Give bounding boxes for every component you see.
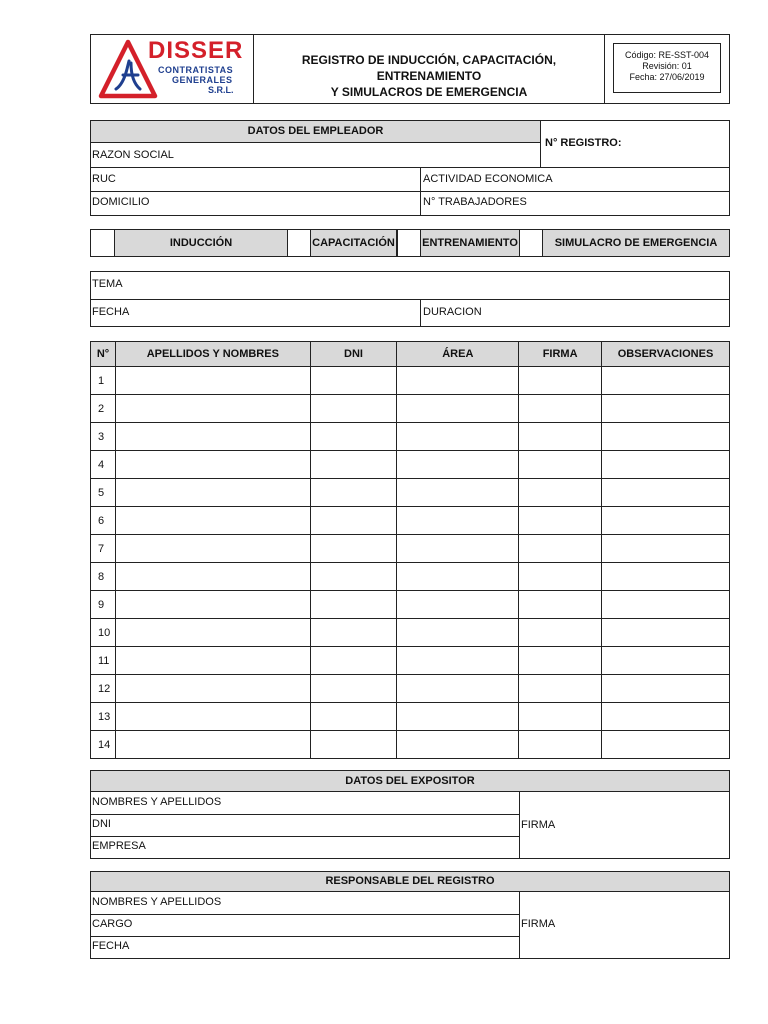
observaciones-cell[interactable]: [602, 619, 730, 647]
row-number: 7: [91, 535, 116, 563]
table-row: [91, 647, 730, 675]
observaciones-cell[interactable]: [602, 507, 730, 535]
dni-cell[interactable]: [310, 535, 397, 563]
row-number: 10: [91, 619, 116, 647]
trabajadores-field[interactable]: N° TRABAJADORES: [423, 196, 527, 208]
observaciones-cell[interactable]: [602, 451, 730, 479]
col-divider: [519, 892, 520, 959]
logo-brand: DISSER: [148, 37, 244, 64]
row-number: 11: [91, 647, 116, 675]
area-cell[interactable]: [397, 731, 519, 759]
row-divider: [90, 814, 519, 815]
dni-cell[interactable]: [310, 647, 397, 675]
table-row: [91, 395, 730, 423]
col-apellidos-nombres: APELLIDOS Y NOMBRES: [115, 342, 310, 367]
registrar-nombres-field[interactable]: NOMBRES Y APELLIDOS: [92, 896, 222, 908]
row-number: 4: [91, 451, 116, 479]
col-firma: FIRMA: [519, 342, 602, 367]
company-logo: [96, 38, 248, 100]
col-observaciones: OBSERVACIONES: [602, 342, 730, 367]
row-number: 3: [91, 423, 116, 451]
tema-field[interactable]: TEMA: [92, 278, 123, 290]
speaker-nombres-field[interactable]: NOMBRES Y APELLIDOS: [92, 796, 222, 808]
table-row: [91, 423, 730, 451]
apellidos-nombres-cell[interactable]: [115, 451, 310, 479]
observaciones-cell[interactable]: [602, 479, 730, 507]
dni-cell[interactable]: [310, 591, 397, 619]
logo-line2: GENERALES: [172, 75, 233, 85]
row-number: 14: [91, 731, 116, 759]
firma-cell[interactable]: [519, 535, 602, 563]
apellidos-nombres-cell[interactable]: [115, 367, 310, 395]
dni-cell[interactable]: [310, 563, 397, 591]
table-row: [91, 591, 730, 619]
observaciones-cell[interactable]: [602, 647, 730, 675]
apellidos-nombres-cell[interactable]: [115, 423, 310, 451]
table-row: [91, 675, 730, 703]
speaker-heading: DATOS DEL EXPOSITOR: [91, 771, 729, 792]
firma-cell[interactable]: [519, 395, 602, 423]
row-divider: [90, 914, 519, 915]
apellidos-nombres-cell[interactable]: [115, 591, 310, 619]
observaciones-cell[interactable]: [602, 675, 730, 703]
row-number: 6: [91, 507, 116, 535]
induccion-label: INDUCCIÓN: [115, 230, 287, 256]
observaciones-cell[interactable]: [602, 591, 730, 619]
registrar-cargo-field[interactable]: CARGO: [92, 918, 133, 930]
dni-cell[interactable]: [310, 731, 397, 759]
apellidos-nombres-cell[interactable]: [115, 731, 310, 759]
firma-cell[interactable]: [519, 479, 602, 507]
row-divider: [90, 299, 730, 300]
area-cell[interactable]: [397, 535, 519, 563]
firma-cell[interactable]: [519, 731, 602, 759]
row-divider: [90, 836, 519, 837]
apellidos-nombres-cell[interactable]: [115, 619, 310, 647]
registrar-fecha-field[interactable]: FECHA: [92, 940, 130, 952]
area-cell[interactable]: [397, 619, 519, 647]
capacitacion-checkbox[interactable]: [287, 229, 311, 257]
firma-cell[interactable]: [519, 507, 602, 535]
row-divider: [90, 167, 730, 168]
table-row: [91, 367, 730, 395]
observaciones-cell[interactable]: [602, 563, 730, 591]
firma-cell[interactable]: [519, 367, 602, 395]
col-numero: N°: [91, 342, 116, 367]
row-number: 8: [91, 563, 116, 591]
row-number: 12: [91, 675, 116, 703]
logo-line1: CONTRATISTAS: [158, 65, 234, 75]
duracion-field[interactable]: DURACION: [423, 306, 482, 318]
employer-registro-divider: [540, 120, 541, 168]
firma-cell[interactable]: [519, 647, 602, 675]
observaciones-cell[interactable]: [602, 423, 730, 451]
observaciones-cell[interactable]: [602, 395, 730, 423]
col-area: ÁREA: [397, 342, 519, 367]
row-divider: [90, 191, 730, 192]
table-row: [91, 535, 730, 563]
firma-cell[interactable]: [519, 619, 602, 647]
row-divider: [90, 936, 519, 937]
area-cell[interactable]: [397, 395, 519, 423]
simulacro-label: SIMULACRO DE EMERGENCIA: [543, 230, 729, 256]
firma-cell[interactable]: [519, 423, 602, 451]
firma-cell[interactable]: [519, 703, 602, 731]
observaciones-cell[interactable]: [602, 535, 730, 563]
dni-cell[interactable]: [310, 451, 397, 479]
employer-heading: DATOS DEL EMPLEADOR: [91, 121, 540, 143]
area-cell[interactable]: [397, 507, 519, 535]
document-code-box: [613, 43, 721, 93]
observaciones-cell[interactable]: [602, 703, 730, 731]
domicilio-field[interactable]: DOMICILIO: [92, 196, 150, 208]
dni-cell[interactable]: [310, 479, 397, 507]
registrar-heading: RESPONSABLE DEL REGISTRO: [91, 872, 729, 892]
speaker-empresa-field[interactable]: EMPRESA: [92, 840, 146, 852]
area-cell[interactable]: [397, 647, 519, 675]
dni-cell[interactable]: [310, 703, 397, 731]
row-number: 1: [91, 367, 116, 395]
table-row: [91, 451, 730, 479]
area-cell[interactable]: [397, 591, 519, 619]
apellidos-nombres-cell[interactable]: [115, 535, 310, 563]
entrenamiento-label: ENTRENAMIENTO: [421, 230, 519, 256]
firma-cell[interactable]: [519, 675, 602, 703]
area-cell[interactable]: [397, 423, 519, 451]
actividad-economica-field[interactable]: ACTIVIDAD ECONOMICA: [423, 173, 553, 185]
table-row: [91, 479, 730, 507]
form-title-line2: Y SIMULACROS DE EMERGENCIA: [330, 85, 528, 99]
doc-date: Fecha: 27/06/2019: [629, 72, 705, 82]
dni-cell[interactable]: [310, 367, 397, 395]
ruc-field[interactable]: RUC: [92, 173, 116, 185]
capacitacion-label: CAPACITACIÓN: [311, 230, 397, 256]
row-number: 5: [91, 479, 116, 507]
registro-label: N° REGISTRO:: [545, 137, 622, 149]
firma-cell[interactable]: [519, 591, 602, 619]
col-divider: [420, 299, 421, 327]
apellidos-nombres-cell[interactable]: [115, 563, 310, 591]
attendees-table: [90, 341, 730, 759]
table-row: [91, 731, 730, 759]
table-row: [91, 563, 730, 591]
speaker-firma-field[interactable]: FIRMA: [521, 819, 556, 831]
area-cell[interactable]: [397, 675, 519, 703]
area-cell[interactable]: [397, 479, 519, 507]
entrenamiento-checkbox[interactable]: [397, 229, 421, 257]
doc-revision: Revisión: 01: [642, 61, 692, 71]
dni-cell[interactable]: [310, 507, 397, 535]
attendees-header-row: [91, 342, 730, 367]
induccion-checkbox[interactable]: [90, 229, 115, 257]
apellidos-nombres-cell[interactable]: [115, 703, 310, 731]
header-divider-2: [604, 34, 605, 104]
table-row: [91, 619, 730, 647]
area-cell[interactable]: [397, 367, 519, 395]
firma-cell[interactable]: [519, 451, 602, 479]
dni-cell[interactable]: [310, 423, 397, 451]
row-number: 9: [91, 591, 116, 619]
speaker-dni-field[interactable]: DNI: [92, 818, 111, 830]
row-number: 13: [91, 703, 116, 731]
table-row: [91, 507, 730, 535]
col-dni: DNI: [310, 342, 397, 367]
registrar-firma-field[interactable]: FIRMA: [521, 918, 556, 930]
apellidos-nombres-cell[interactable]: [115, 507, 310, 535]
area-cell[interactable]: [397, 703, 519, 731]
logo-line3: S.R.L.: [208, 85, 234, 95]
dni-cell[interactable]: [310, 619, 397, 647]
area-cell[interactable]: [397, 563, 519, 591]
row-number: 2: [91, 395, 116, 423]
observaciones-cell[interactable]: [602, 731, 730, 759]
firma-cell[interactable]: [519, 563, 602, 591]
razon-social-field[interactable]: RAZON SOCIAL: [92, 149, 174, 161]
doc-code: Código: RE-SST-004: [624, 50, 710, 60]
dni-cell[interactable]: [310, 675, 397, 703]
col-divider: [420, 167, 421, 216]
form-title-line1: REGISTRO DE INDUCCIÓN, CAPACITACIÓN, ENTRENAMIENTO: [301, 53, 557, 83]
area-cell[interactable]: [397, 451, 519, 479]
simulacro-checkbox[interactable]: [519, 229, 543, 257]
observaciones-cell[interactable]: [602, 367, 730, 395]
apellidos-nombres-cell[interactable]: [115, 479, 310, 507]
dni-cell[interactable]: [310, 395, 397, 423]
form-title: [254, 52, 604, 100]
fecha-field[interactable]: FECHA: [92, 306, 130, 318]
col-divider: [519, 792, 520, 859]
table-row: [91, 703, 730, 731]
apellidos-nombres-cell[interactable]: [115, 395, 310, 423]
apellidos-nombres-cell[interactable]: [115, 647, 310, 675]
apellidos-nombres-cell[interactable]: [115, 675, 310, 703]
